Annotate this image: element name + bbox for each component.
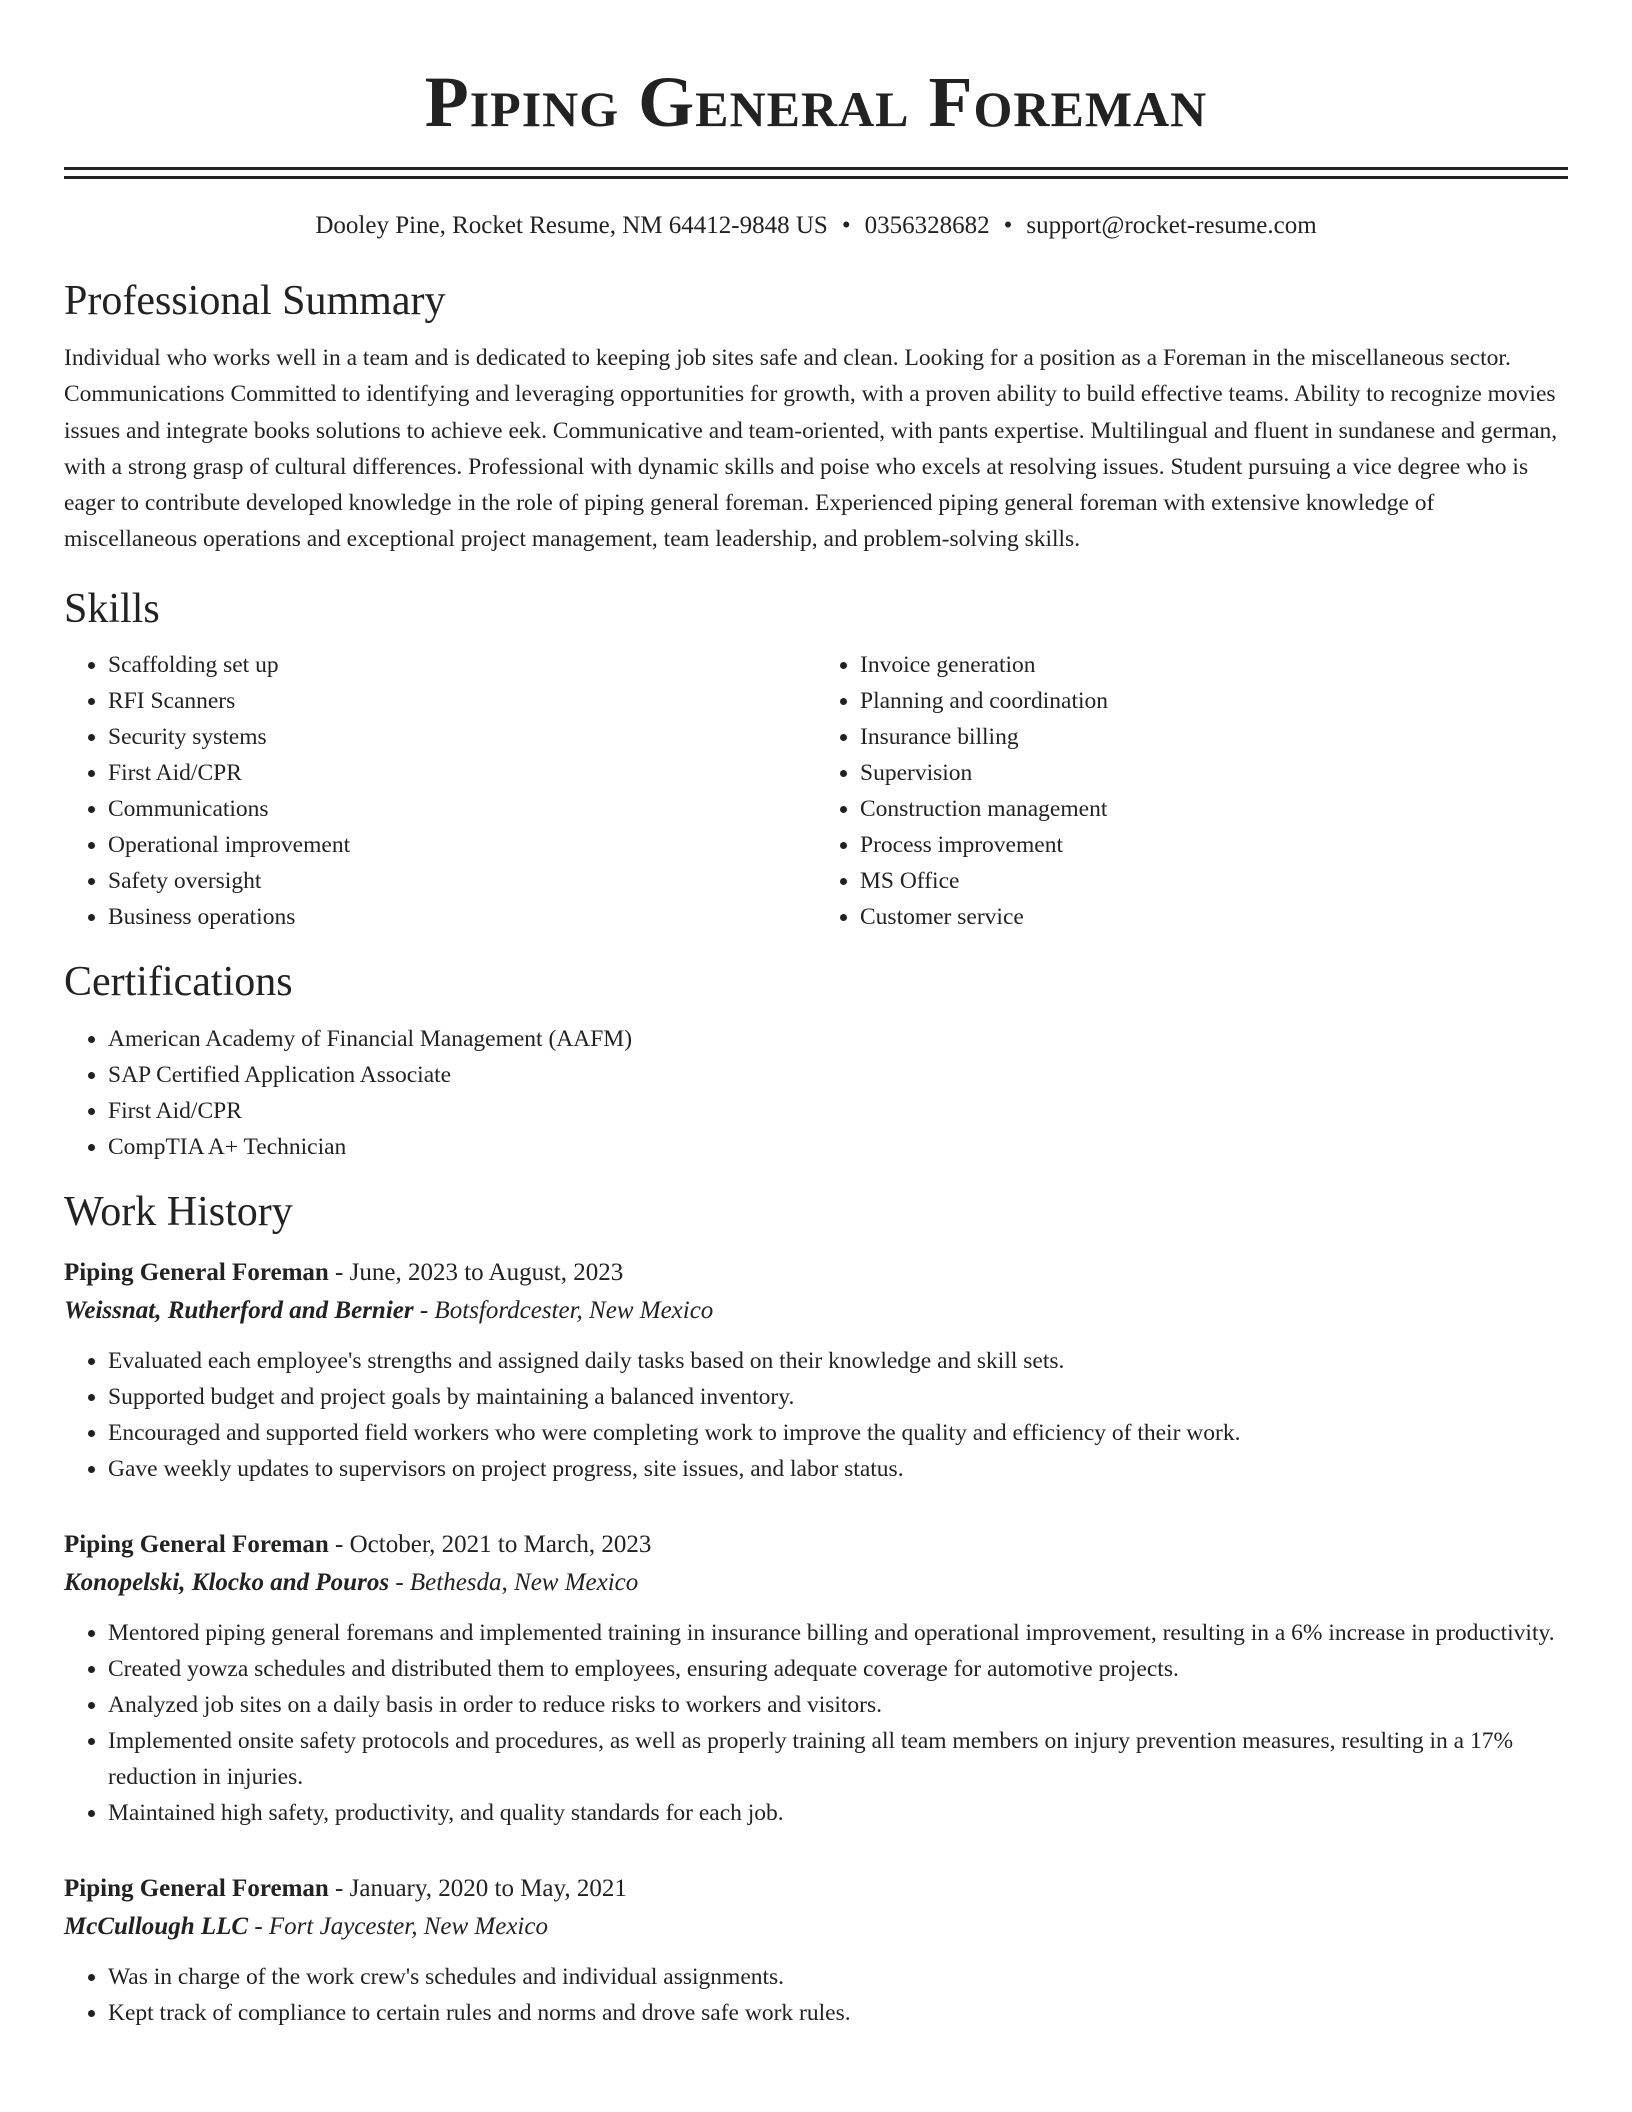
job-location: - Fort Jaycester, New Mexico — [248, 1912, 548, 1940]
job-company: Weissnat, Rutherford and Bernier — [64, 1296, 414, 1324]
summary-text: Individual who works well in a team and is dedicated to keeping job sites safe and clean. Looking for a position as a Foreman in the miscellaneous sector. Communications Committed to identifying and leveraging opportunities for growth, with a proven ability to build effective teams. Ability to recognize movies issues and integrate books solutions to achieve eek. Communicative and team-oriented, with pants expertise. Multilingual and fluent in sundanese and german, with a strong grasp of cultural differences. Professional with dynamic skills and poise who excels at resolving issues. Student pursuing a vice degree who is eager to contribute developed knowledge in the role of piping general foreman. Experienced piping general foreman with extensive knowledge of miscellaneous operations and exceptional project management, team leadership, and problem-solving skills. — [64, 345, 1558, 553]
job-bullets — [64, 1615, 1568, 1831]
certification-item: • American Academy of Financial Management (AAFM) — [108, 1021, 1568, 1057]
header-divider-bottom — [64, 176, 1568, 179]
job-bullet: • Maintained high safety, productivity, and quality standards for each job. — [108, 1795, 1568, 1831]
job-bullet: • Gave weekly updates to supervisors on project progress, site issues, and labor status. — [108, 1451, 1568, 1487]
skill-item: • MS Office — [860, 863, 1568, 899]
job-entry — [64, 1527, 1568, 1831]
certifications-list — [64, 1021, 1568, 1165]
job-entry — [64, 1255, 1568, 1487]
job-bullet: • Evaluated each employee's strengths and assigned daily tasks based on their knowledge and skill sets. — [108, 1343, 1568, 1379]
skill-item: • Safety oversight — [108, 863, 816, 899]
job-bullet: • Supported budget and project goals by maintaining a balanced inventory. — [108, 1379, 1568, 1415]
skill-item: • Scaffolding set up — [108, 647, 816, 683]
work-history-heading: Work History — [64, 1188, 293, 1235]
job-entry — [64, 1871, 1568, 2031]
certification-item: • First Aid/CPR — [108, 1093, 1568, 1129]
job-bullet: • Created yowza schedules and distributed them to employees, ensuring adequate coverage for automotive projects. — [108, 1651, 1568, 1687]
skill-item: • Operational improvement — [108, 827, 816, 863]
job-location: - Botsfordcester, New Mexico — [413, 1296, 714, 1324]
skills-list-right — [816, 647, 1568, 935]
resume-page — [64, 0, 1568, 2031]
summary-heading: Professional Summary — [64, 278, 446, 324]
job-dates: - October, 2021 to March, 2023 — [328, 1530, 652, 1558]
job-dates: - June, 2023 to August, 2023 — [328, 1258, 624, 1286]
certification-item: • SAP Certified Application Associate — [108, 1057, 1568, 1093]
skill-item: • RFI Scanners — [108, 683, 816, 719]
job-title-line — [64, 1871, 1568, 1907]
page-title: Piping General Foreman — [424, 62, 1208, 142]
job-title: Piping General Foreman — [64, 1258, 329, 1286]
job-bullet: • Mentored piping general foremans and implemented training in insurance billing and operational improvement, resulting in a 6% increase in productivity. — [108, 1615, 1568, 1651]
job-company-line — [64, 1293, 1568, 1329]
skill-item: • Construction management — [860, 791, 1568, 827]
contact-separator: • — [841, 212, 851, 239]
job-bullet: • Implemented onsite safety protocols and procedures, as well as properly training all team members on injury prevention measures, resulting in a 17% reduction in injuries. — [108, 1723, 1568, 1795]
contact-address: Dooley Pine, Rocket Resume, NM 64412-9848 US — [315, 212, 828, 239]
job-company-line — [64, 1565, 1568, 1601]
job-bullet: • Encouraged and supported field workers who were completing work to improve the quality and efficiency of their work. — [108, 1415, 1568, 1451]
skill-item: • Insurance billing — [860, 719, 1568, 755]
skills-list-left — [64, 647, 816, 935]
header-divider-top — [64, 167, 1568, 170]
job-company-line — [64, 1909, 1568, 1945]
job-bullets — [64, 1959, 1568, 2031]
job-company: McCullough LLC — [64, 1912, 249, 1940]
skill-item: • Planning and coordination — [860, 683, 1568, 719]
job-bullets — [64, 1343, 1568, 1487]
skill-item: • Security systems — [108, 719, 816, 755]
certification-item: • CompTIA A+ Technician — [108, 1129, 1568, 1165]
job-bullet: • Analyzed job sites on a daily basis in order to reduce risks to workers and visitors. — [108, 1687, 1568, 1723]
contact-phone: 0356328682 — [864, 212, 990, 239]
skill-item: • Invoice generation — [860, 647, 1568, 683]
job-location: - Bethesda, New Mexico — [389, 1568, 639, 1596]
job-title: Piping General Foreman — [64, 1530, 329, 1558]
skill-item: • Business operations — [108, 899, 816, 935]
skill-item: • Customer service — [860, 899, 1568, 935]
skills-columns — [64, 647, 1568, 935]
job-bullet: • Was in charge of the work crew's schedules and individual assignments. — [108, 1959, 1568, 1995]
contact-email: support@rocket-resume.com — [1026, 212, 1317, 239]
contact-info — [64, 209, 1568, 243]
skills-heading: Skills — [64, 585, 160, 632]
job-title: Piping General Foreman — [64, 1874, 329, 1902]
skill-item: • Communications — [108, 791, 816, 827]
certifications-heading: Certifications — [64, 958, 293, 1005]
job-company: Konopelski, Klocko and Pouros — [64, 1568, 390, 1596]
job-dates: - January, 2020 to May, 2021 — [328, 1874, 627, 1902]
job-title-line — [64, 1527, 1568, 1563]
skill-item: • Supervision — [860, 755, 1568, 791]
job-title-line — [64, 1255, 1568, 1291]
job-bullet: • Kept track of compliance to certain rules and norms and drove safe work rules. — [108, 1995, 1568, 2031]
skill-item: • First Aid/CPR — [108, 755, 816, 791]
skill-item: • Process improvement — [860, 827, 1568, 863]
contact-separator: • — [1003, 212, 1013, 239]
